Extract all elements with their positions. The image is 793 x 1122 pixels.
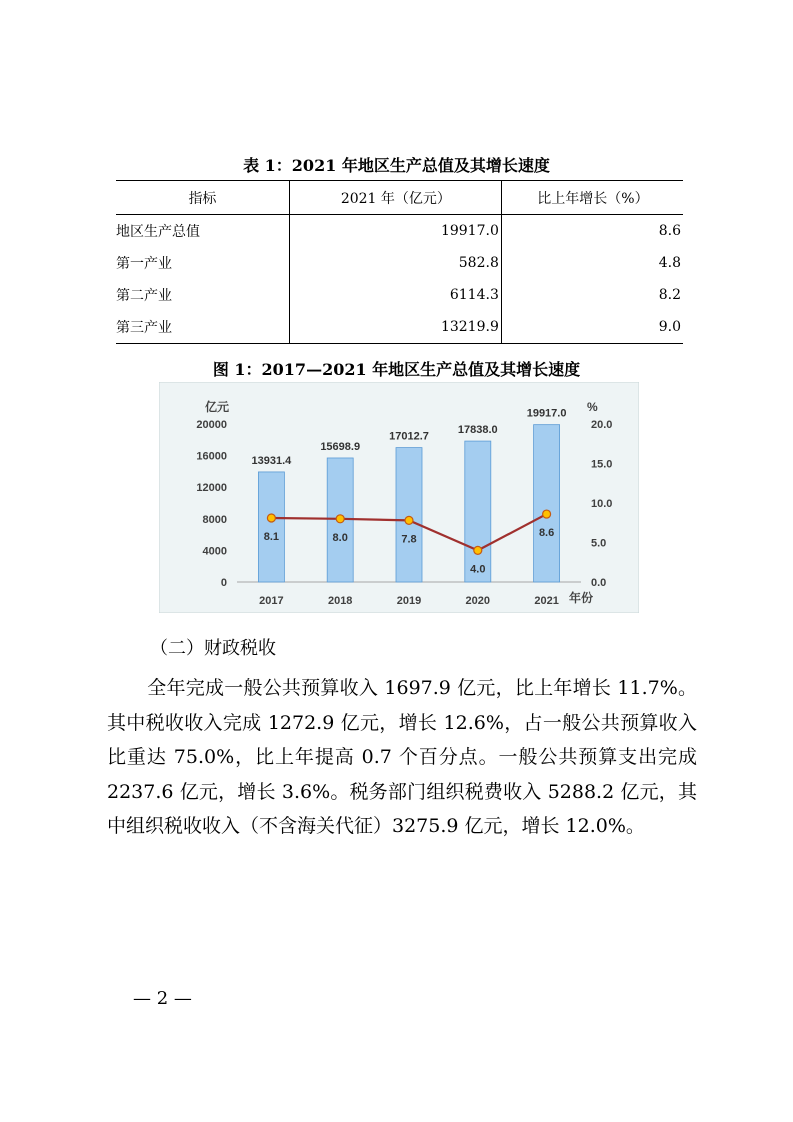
growth-point bbox=[405, 516, 413, 524]
left-axis-label: 亿元 bbox=[205, 400, 230, 414]
row-growth: 4.8 bbox=[501, 247, 683, 279]
header-growth: 比上年增长（%） bbox=[501, 181, 683, 215]
bar-data-label: 17012.7 bbox=[389, 430, 429, 443]
table-title: 表 1：2021 年地区生产总值及其增长速度 bbox=[243, 156, 550, 175]
growth-data-label: 8.0 bbox=[332, 531, 348, 544]
left-tick-label: 20000 bbox=[196, 419, 227, 431]
growth-data-label: 8.6 bbox=[538, 527, 555, 540]
bar-data-label: 13931.4 bbox=[251, 454, 292, 467]
bar bbox=[465, 441, 491, 582]
x-tick-label: 2020 bbox=[465, 595, 491, 607]
growth-point bbox=[543, 510, 551, 518]
growth-data-label: 8.1 bbox=[263, 531, 280, 544]
bar bbox=[258, 472, 284, 582]
table-header-row bbox=[116, 181, 683, 215]
gdp-chart bbox=[159, 382, 639, 613]
growth-point bbox=[474, 546, 482, 554]
growth-data-label: 4.0 bbox=[470, 563, 486, 576]
row-value: 13219.9 bbox=[289, 311, 501, 344]
right-tick-label: 15.0 bbox=[591, 458, 613, 471]
row-name: 地区生产总值 bbox=[116, 224, 200, 240]
row-value: 582.8 bbox=[289, 247, 501, 279]
row-growth: 8.6 bbox=[501, 215, 683, 248]
chart-svg bbox=[159, 382, 639, 613]
row-value: 19917.0 bbox=[289, 215, 501, 248]
row-name: 第一产业 bbox=[116, 256, 172, 272]
left-tick-label: 8000 bbox=[202, 513, 227, 526]
figure-title: 图 1：2017—2021 年地区生产总值及其增长速度 bbox=[212, 360, 581, 379]
page-number: — 2 — bbox=[133, 988, 192, 1009]
row-name: 第二产业 bbox=[116, 288, 172, 304]
left-tick-label: 0 bbox=[220, 577, 227, 589]
bar bbox=[534, 425, 560, 582]
x-tick-label: 2019 bbox=[396, 595, 422, 607]
row-growth: 9.0 bbox=[501, 311, 683, 344]
paragraph-text: 全年完成一般公共预算收入 1697.9 亿元，比上年增长 11.7%。其中税收收入完成 1272.9 亿元，增长 12.6%，占一般公共预算收入比重达 75.0%，比上年提高 0.7 个百分点。一般公共预算支出完成 2237.6 亿元，增长 3.6%。税务部门组织税费收入 5288.2 亿元，其中组织税收收入（不含海关代征）3275.9 亿元，增长 12.0%。 bbox=[107, 677, 697, 837]
x-axis-label: 年份 bbox=[569, 591, 594, 605]
x-tick-label: 2018 bbox=[327, 595, 353, 607]
table-row bbox=[116, 247, 683, 279]
bar-data-label: 19917.0 bbox=[526, 407, 567, 420]
table-row bbox=[116, 311, 683, 344]
x-tick-label: 2021 bbox=[534, 595, 559, 607]
row-growth: 8.2 bbox=[501, 279, 683, 311]
table-row bbox=[116, 215, 683, 248]
right-tick-label: 20.0 bbox=[591, 419, 613, 431]
header-value: 2021 年（亿元） bbox=[289, 181, 501, 215]
right-tick-label: 5.0 bbox=[591, 537, 607, 550]
left-tick-label: 4000 bbox=[202, 545, 227, 558]
x-tick-label: 2017 bbox=[259, 595, 284, 607]
growth-point bbox=[336, 515, 344, 523]
right-tick-label: 10.0 bbox=[591, 498, 613, 510]
growth-data-label: 7.8 bbox=[401, 533, 417, 546]
left-tick-label: 16000 bbox=[196, 450, 227, 463]
row-name: 第三产业 bbox=[116, 311, 289, 344]
header-indicator: 指标 bbox=[116, 181, 289, 215]
table-row bbox=[116, 279, 683, 311]
right-axis-label: % bbox=[587, 400, 598, 414]
bar-data-label: 17838.0 bbox=[457, 424, 498, 437]
left-tick-label: 12000 bbox=[196, 482, 227, 495]
right-tick-label: 0.0 bbox=[591, 577, 607, 589]
growth-point bbox=[267, 514, 275, 522]
row-value: 6114.3 bbox=[289, 279, 501, 311]
section-heading: （二）财政税收 bbox=[150, 638, 276, 659]
bar bbox=[396, 448, 422, 582]
bar-data-label: 15698.9 bbox=[320, 440, 361, 453]
body-paragraph bbox=[107, 671, 697, 844]
gdp-table bbox=[116, 180, 683, 344]
